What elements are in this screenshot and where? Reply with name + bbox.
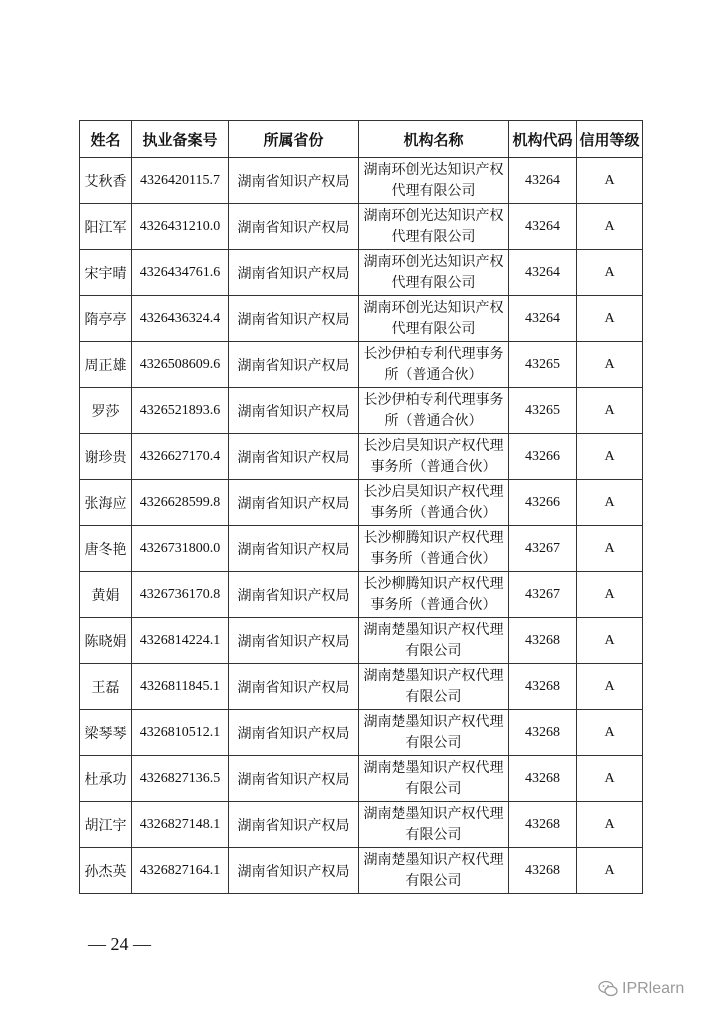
cell-org-code: 43267 [509, 572, 577, 618]
cell-credit-grade: A [577, 802, 643, 848]
table-row [80, 756, 643, 802]
cell-name: 周正雄 [80, 342, 132, 388]
cell-credit-grade: A [577, 480, 643, 526]
cell-organization [359, 204, 509, 250]
cell-credit-grade: A [577, 388, 643, 434]
cell-credit-grade: A [577, 158, 643, 204]
cell-record-number: 4326431210.0 [132, 204, 229, 250]
table-row [80, 710, 643, 756]
organization-line: 湖南楚墨知识产权代理 [363, 667, 504, 684]
cell-organization [359, 710, 509, 756]
cell-organization [359, 480, 509, 526]
cell-province: 湖南省知识产权局 [229, 848, 359, 894]
table-body [80, 158, 643, 894]
table-row [80, 664, 643, 710]
cell-organization [359, 618, 509, 664]
cell-name: 张海应 [80, 480, 132, 526]
organization-line: 长沙启昊知识产权代理 [363, 483, 504, 500]
organization-line: 湖南楚墨知识产权代理 [363, 621, 504, 638]
cell-organization [359, 434, 509, 480]
cell-province: 湖南省知识产权局 [229, 664, 359, 710]
cell-org-code: 43268 [509, 848, 577, 894]
table-row [80, 480, 643, 526]
cell-province: 湖南省知识产权局 [229, 480, 359, 526]
cell-organization [359, 802, 509, 848]
organization-line: 代理有限公司 [391, 320, 476, 337]
cell-province: 湖南省知识产权局 [229, 296, 359, 342]
registry-table [79, 120, 643, 894]
cell-record-number: 4326827136.5 [132, 756, 229, 802]
organization-line: 有限公司 [405, 734, 462, 751]
cell-record-number: 4326420115.7 [132, 158, 229, 204]
cell-province: 湖南省知识产权局 [229, 526, 359, 572]
cell-name: 孙杰英 [80, 848, 132, 894]
cell-name: 梁琴琴 [80, 710, 132, 756]
table-row [80, 158, 643, 204]
organization-line: 所（普通合伙） [384, 412, 483, 429]
cell-record-number: 4326627170.4 [132, 434, 229, 480]
header-row [80, 121, 643, 158]
cell-credit-grade: A [577, 250, 643, 296]
watermark [598, 980, 684, 998]
cell-organization [359, 572, 509, 618]
table-row [80, 802, 643, 848]
cell-province: 湖南省知识产权局 [229, 342, 359, 388]
organization-line: 所（普通合伙） [384, 366, 483, 383]
cell-record-number: 4326810512.1 [132, 710, 229, 756]
cell-name: 宋宇晴 [80, 250, 132, 296]
cell-province: 湖南省知识产权局 [229, 802, 359, 848]
table-row [80, 618, 643, 664]
table-row [80, 572, 643, 618]
organization-line: 湖南环创光达知识产权 [363, 299, 504, 316]
organization-line: 长沙启昊知识产权代理 [363, 437, 504, 454]
organization-line: 代理有限公司 [391, 274, 476, 291]
cell-province: 湖南省知识产权局 [229, 710, 359, 756]
cell-province: 湖南省知识产权局 [229, 434, 359, 480]
cell-name: 罗莎 [80, 388, 132, 434]
cell-credit-grade: A [577, 848, 643, 894]
cell-province: 湖南省知识产权局 [229, 572, 359, 618]
cell-name: 陈晓娟 [80, 618, 132, 664]
organization-line: 长沙伊柏专利代理事务 [363, 391, 504, 408]
organization-line: 湖南环创光达知识产权 [363, 253, 504, 270]
page-number: — 24 — [88, 934, 151, 954]
table-row [80, 434, 643, 480]
cell-record-number: 4326736170.8 [132, 572, 229, 618]
cell-record-number: 4326814224.1 [132, 618, 229, 664]
cell-org-code: 43264 [509, 296, 577, 342]
cell-org-code: 43265 [509, 388, 577, 434]
cell-organization [359, 296, 509, 342]
organization-line: 长沙伊柏专利代理事务 [363, 345, 504, 362]
cell-record-number: 4326827148.1 [132, 802, 229, 848]
cell-organization [359, 756, 509, 802]
cell-org-code: 43265 [509, 342, 577, 388]
cell-organization [359, 388, 509, 434]
organization-line: 长沙柳腾知识产权代理 [363, 575, 504, 592]
cell-province: 湖南省知识产权局 [229, 618, 359, 664]
watermark-text: IPRlearn [622, 980, 685, 997]
cell-credit-grade: A [577, 434, 643, 480]
table-row [80, 342, 643, 388]
cell-name: 阳江军 [80, 204, 132, 250]
table-header [80, 121, 643, 158]
cell-credit-grade: A [577, 342, 643, 388]
table-row [80, 388, 643, 434]
table-row [80, 204, 643, 250]
wechat-icon [598, 980, 618, 998]
cell-credit-grade: A [577, 664, 643, 710]
organization-line: 有限公司 [405, 642, 462, 659]
header-province: 所属省份 [229, 121, 359, 158]
cell-name: 黄娟 [80, 572, 132, 618]
cell-organization [359, 848, 509, 894]
header-credit-grade: 信用等级 [577, 121, 643, 158]
cell-organization [359, 158, 509, 204]
cell-record-number: 4326628599.8 [132, 480, 229, 526]
cell-name: 艾秋香 [80, 158, 132, 204]
organization-line: 湖南楚墨知识产权代理 [363, 713, 504, 730]
organization-line: 事务所（普通合伙） [370, 504, 497, 521]
cell-credit-grade: A [577, 756, 643, 802]
organization-line: 湖南楚墨知识产权代理 [363, 759, 504, 776]
cell-province: 湖南省知识产权局 [229, 204, 359, 250]
table-row [80, 848, 643, 894]
cell-province: 湖南省知识产权局 [229, 756, 359, 802]
header-organization: 机构名称 [359, 121, 509, 158]
cell-name: 隋亭亭 [80, 296, 132, 342]
cell-record-number: 4326521893.6 [132, 388, 229, 434]
cell-org-code: 43266 [509, 434, 577, 480]
cell-organization [359, 664, 509, 710]
table-row [80, 250, 643, 296]
cell-org-code: 43268 [509, 710, 577, 756]
cell-name: 谢珍贵 [80, 434, 132, 480]
cell-record-number: 4326731800.0 [132, 526, 229, 572]
cell-org-code: 43267 [509, 526, 577, 572]
organization-line: 事务所（普通合伙） [370, 596, 497, 613]
organization-line: 湖南楚墨知识产权代理 [363, 805, 504, 822]
organization-line: 代理有限公司 [391, 228, 476, 245]
cell-province: 湖南省知识产权局 [229, 388, 359, 434]
cell-org-code: 43268 [509, 756, 577, 802]
cell-record-number: 4326811845.1 [132, 664, 229, 710]
organization-line: 有限公司 [405, 688, 462, 705]
cell-record-number: 4326827164.1 [132, 848, 229, 894]
cell-record-number: 4326508609.6 [132, 342, 229, 388]
cell-credit-grade: A [577, 204, 643, 250]
cell-record-number: 4326436324.4 [132, 296, 229, 342]
cell-province: 湖南省知识产权局 [229, 250, 359, 296]
organization-line: 事务所（普通合伙） [370, 458, 497, 475]
cell-credit-grade: A [577, 526, 643, 572]
cell-organization [359, 250, 509, 296]
organization-line: 有限公司 [405, 826, 462, 843]
organization-line: 有限公司 [405, 780, 462, 797]
organization-line: 事务所（普通合伙） [370, 550, 497, 567]
cell-credit-grade: A [577, 572, 643, 618]
cell-org-code: 43264 [509, 158, 577, 204]
cell-name: 胡江宇 [80, 802, 132, 848]
cell-province: 湖南省知识产权局 [229, 158, 359, 204]
cell-name: 唐冬艳 [80, 526, 132, 572]
table-row [80, 526, 643, 572]
cell-record-number: 4326434761.6 [132, 250, 229, 296]
table-row [80, 296, 643, 342]
cell-organization [359, 526, 509, 572]
organization-line: 湖南环创光达知识产权 [363, 161, 504, 178]
header-org-code: 机构代码 [509, 121, 577, 158]
cell-name: 王磊 [80, 664, 132, 710]
header-name: 姓名 [80, 121, 132, 158]
organization-line: 代理有限公司 [391, 182, 476, 199]
cell-org-code: 43268 [509, 664, 577, 710]
cell-org-code: 43264 [509, 250, 577, 296]
cell-org-code: 43268 [509, 802, 577, 848]
header-record-number: 执业备案号 [132, 121, 229, 158]
cell-org-code: 43268 [509, 618, 577, 664]
cell-credit-grade: A [577, 296, 643, 342]
cell-credit-grade: A [577, 710, 643, 756]
cell-name: 杜承功 [80, 756, 132, 802]
organization-line: 有限公司 [405, 872, 462, 889]
cell-organization [359, 342, 509, 388]
cell-credit-grade: A [577, 618, 643, 664]
cell-org-code: 43264 [509, 204, 577, 250]
organization-line: 湖南楚墨知识产权代理 [363, 851, 504, 868]
organization-line: 湖南环创光达知识产权 [363, 207, 504, 224]
cell-org-code: 43266 [509, 480, 577, 526]
organization-line: 长沙柳腾知识产权代理 [363, 529, 504, 546]
